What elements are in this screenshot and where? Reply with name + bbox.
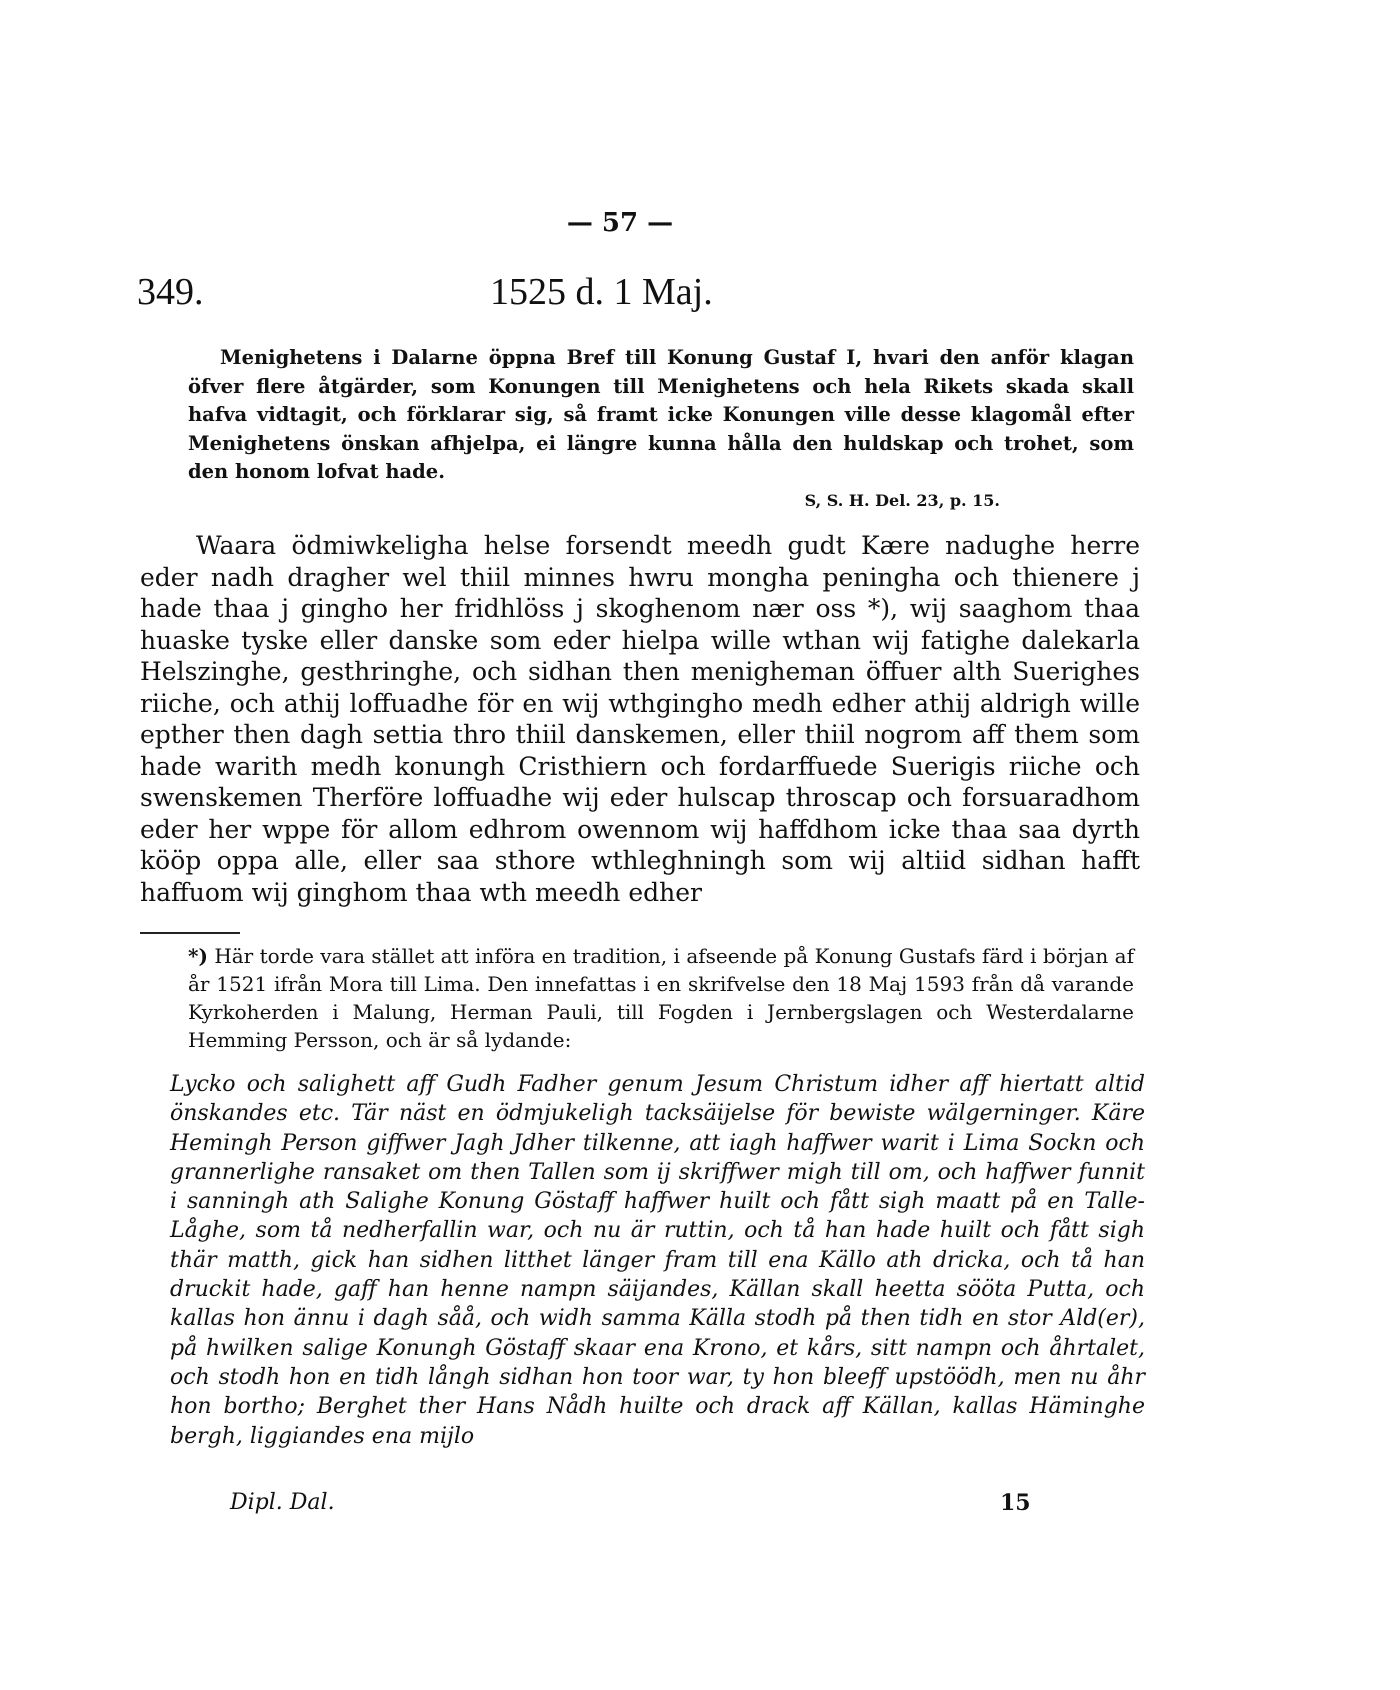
signature-mark-left: Dipl. Dal. <box>230 1490 335 1515</box>
footnote <box>188 942 1134 1054</box>
signature-mark-number: 15 <box>1000 1490 1031 1516</box>
source-reference: S, S. H. Del. 23, p. 15. <box>804 491 1000 510</box>
page-number: — 57 — <box>566 208 674 238</box>
footnote-divider <box>140 932 240 934</box>
footnote-marker: *) <box>188 944 208 968</box>
document-date: 1525 d. 1 Maj. <box>490 271 713 313</box>
document-number: 349. <box>137 271 204 313</box>
quoted-letter: Lycko och salighett aff Gudh Fadher genum Jesum Christum idher aff hiertatt altid önskandes etc. Tär näst en ödmjukeligh tacksäijelse för bewiste wälgerninger. Käre Hemingh Person giffwer Jagh Jdher tilkenne, att iagh haffwer warit i Lima Sockn och grannerlighe ransaket om then Tallen som ij skriffwer migh till om, och haffwer funnit i sanningh ath Salighe Konung Göstaff haffwer huilt och fått sigh maatt på en Talle-Låghe, som tå nedherfallin war, och nu är ruttin, och tå han hade huilt och fått sigh thär matth, gick han sidhen litthet länger fram till ena Källo ath dricka, och tå han druckit hade, gaff han henne nampn säijandes, Källan skall heetta sööta Putta, och kallas hon ännu i dagh såå, och widh samma Källa stodh på then tidh en stor Ald(er), på hwilken salige Konungh Göstaff skaar ena Krono, et kårs, sitt nampn och åhrtalet, och stodh hon en tidh långh sidhan hon toor war, ty hon bleeff upstöödh, men nu åhr hon bortho; Berghet ther Hans Nådh huilte och drack aff Källan, kallas Häminghe bergh, liggiandes ena mijlo <box>170 1072 1145 1449</box>
letter-text: Waara ödmiwkeligha helse forsendt meedh gudt Kære nadughe herre eder nadh dragher wel thiil minnes hwru mongha peningha och thienere j hade thaa j gingho her fridhlöss j skoghenom nær oss *), wij saaghom thaa huaske tyske eller danske som eder hielpa wille wthan wij fatighe dalekarla Helszinghe, gesthringhe, och sidhan then menigheman öffuer alth Suerighes riiche, och athij loffuadhe för en wij wthgingho medh edher athij aldrigh wille epther then dagh settia thro thiil danskemen, eller thiil nogrom aff them som hade warith medh konungh Cristhiern och fordarffuede Suerigis riiche och swenskemen Therföre loffuadhe wij eder hulscap throscap och forsuaradhom eder her wppe för allom edhrom owennom wij haffdhom icke thaa saa dyrth kööp oppa alle, eller saa sthore wthleghningh som wij altiid sidhan hafft haffuom wij ginghom thaa wth meedh edher <box>140 531 1140 907</box>
footnote-text: Här torde vara stället att införa en tradition, i afseende på Konung Gustafs färd i början af år 1521 ifrån Mora till Lima. Den innefattas i en skrifvelse den 18 Maj 1593 från då varande Kyrkoherden i Malung, Herman Pauli, till Fogden i Jernbergslagen och Westerdalarne Hemming Persson, och är så lydande: <box>188 944 1134 1052</box>
document-summary: Menighetens i Dalarne öppna Bref till Konung Gustaf I, hvari den anför klagan öfver flere åtgärder, som Konungen till Menighetens och hela Rikets skada skall hafva vidtagit, och förklarar sig, så framt icke Konungen ville desse klagomål efter Menighetens önskan afhjelpa, ei längre kunna hålla den huldskap och trohet, som den honom lofvat hade. <box>188 346 1134 483</box>
